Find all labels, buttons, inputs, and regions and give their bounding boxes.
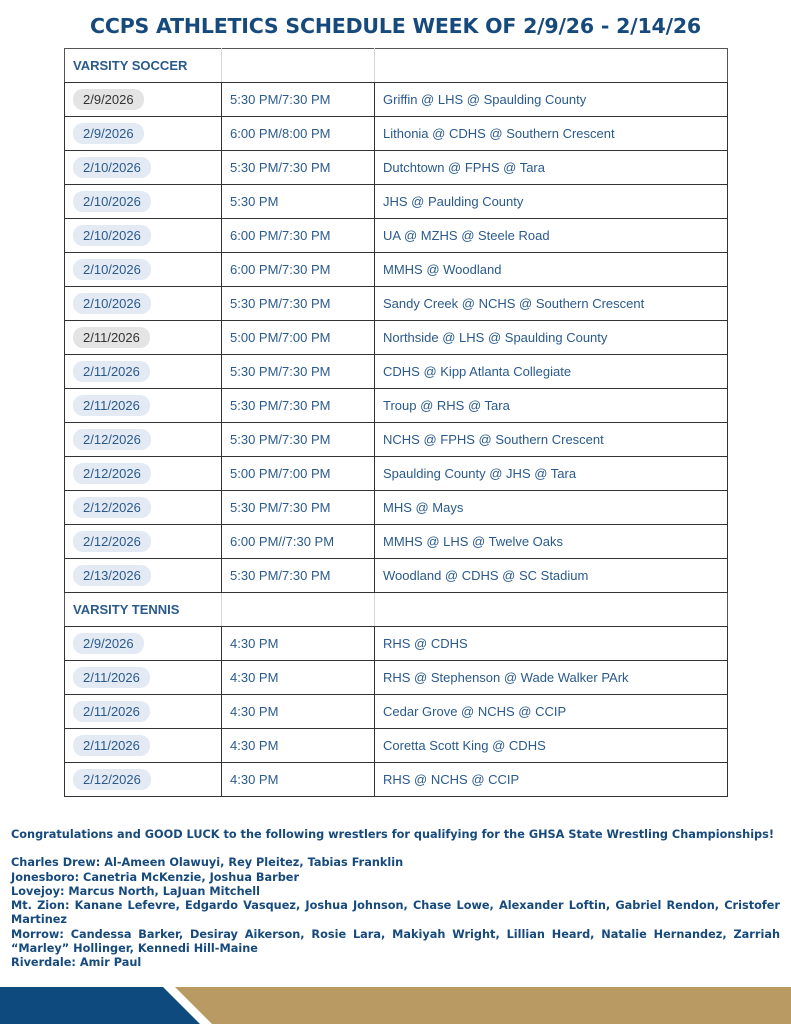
date-cell [65, 763, 222, 797]
section-title: VARSITY TENNIS [65, 593, 222, 627]
matchup-cell: NCHS @ FPHS @ Southern Crescent [375, 423, 728, 457]
matchup-cell: UA @ MZHS @ Steele Road [375, 219, 728, 253]
matchup-cell: RHS @ CDHS [375, 627, 728, 661]
time-cell: 5:30 PM/7:30 PM [222, 287, 375, 321]
table-row [65, 729, 728, 763]
date-chip[interactable]: 2/12/2026 [73, 429, 151, 450]
time-cell: 5:30 PM/7:30 PM [222, 559, 375, 593]
time-cell: 5:30 PM [222, 185, 375, 219]
matchup-cell: Cedar Grove @ NCHS @ CCIP [375, 695, 728, 729]
time-cell: 5:30 PM/7:30 PM [222, 491, 375, 525]
page-title: CCPS ATHLETICS SCHEDULE WEEK OF 2/9/26 - 2/14/26 [90, 14, 701, 38]
table-row [65, 559, 728, 593]
date-chip[interactable]: 2/10/2026 [73, 157, 151, 178]
footer-gold-band [175, 987, 791, 1024]
table-row [65, 151, 728, 185]
date-chip[interactable]: 2/11/2026 [73, 701, 150, 722]
time-cell: 4:30 PM [222, 627, 375, 661]
section-header-row [65, 49, 728, 83]
matchup-cell: JHS @ Paulding County [375, 185, 728, 219]
date-chip[interactable]: 2/13/2026 [73, 565, 151, 586]
section-title: VARSITY SOCCER [65, 49, 222, 83]
table-row [65, 287, 728, 321]
date-chip[interactable]: 2/10/2026 [73, 259, 151, 280]
table-row [65, 185, 728, 219]
table-row [65, 389, 728, 423]
schedule-table [64, 48, 728, 797]
date-chip[interactable]: 2/9/2026 [73, 633, 144, 654]
time-cell: 6:00 PM/7:30 PM [222, 219, 375, 253]
date-chip[interactable]: 2/12/2026 [73, 463, 151, 484]
table-row [65, 253, 728, 287]
empty-cell [222, 49, 375, 83]
table-row [65, 627, 728, 661]
table-row [65, 525, 728, 559]
date-chip[interactable]: 2/10/2026 [73, 225, 151, 246]
matchup-cell: Sandy Creek @ NCHS @ Southern Crescent [375, 287, 728, 321]
date-cell [65, 627, 222, 661]
date-chip[interactable]: 2/11/2026 [73, 735, 150, 756]
time-cell: 5:30 PM/7:30 PM [222, 151, 375, 185]
date-chip[interactable]: 2/11/2026 [73, 361, 150, 382]
date-cell [65, 219, 222, 253]
matchup-cell: RHS @ NCHS @ CCIP [375, 763, 728, 797]
time-cell: 6:00 PM/7:30 PM [222, 253, 375, 287]
date-cell [65, 253, 222, 287]
date-chip[interactable]: 2/9/2026 [73, 89, 144, 110]
date-chip[interactable]: 2/10/2026 [73, 293, 151, 314]
wrestler-list-item: Riverdale: Amir Paul [11, 956, 142, 970]
wrestler-list-item: Jonesboro: Canetria McKenzie, Joshua Barber [11, 870, 300, 884]
footer-navy-band [0, 987, 200, 1024]
date-chip[interactable]: 2/11/2026 [73, 395, 150, 416]
date-chip[interactable]: 2/12/2026 [73, 769, 151, 790]
wrestler-list-item: Lovejoy: Marcus North, LaJuan Mitchell [11, 884, 261, 898]
time-cell: 5:00 PM/7:00 PM [222, 457, 375, 491]
date-cell [65, 559, 222, 593]
matchup-cell: MHS @ Mays [375, 491, 728, 525]
date-chip[interactable]: 2/12/2026 [73, 497, 151, 518]
wrestler-list-item: Charles Drew: Al-Ameen Olawuyi, Rey Pleitez, Tabias Franklin [11, 856, 404, 870]
date-cell [65, 355, 222, 389]
date-cell [65, 117, 222, 151]
wrestling-intro: Congratulations and GOOD LUCK to the following wrestlers for qualifying for the GHSA State Wrestling Championships! [11, 828, 775, 841]
matchup-cell: Lithonia @ CDHS @ Southern Crescent [375, 117, 728, 151]
table-row [65, 321, 728, 355]
time-cell: 5:30 PM/7:30 PM [222, 355, 375, 389]
time-cell: 5:30 PM/7:30 PM [222, 423, 375, 457]
time-cell: 4:30 PM [222, 695, 375, 729]
time-cell: 6:00 PM//7:30 PM [222, 525, 375, 559]
date-chip[interactable]: 2/12/2026 [73, 531, 151, 552]
matchup-cell: Northside @ LHS @ Spaulding County [375, 321, 728, 355]
date-cell [65, 287, 222, 321]
table-row [65, 695, 728, 729]
table-row [65, 457, 728, 491]
matchup-cell: Troup @ RHS @ Tara [375, 389, 728, 423]
date-cell [65, 695, 222, 729]
matchup-cell: CDHS @ Kipp Atlanta Collegiate [375, 355, 728, 389]
time-cell: 4:30 PM [222, 729, 375, 763]
section-header-row [65, 593, 728, 627]
date-chip[interactable]: 2/11/2026 [73, 667, 150, 688]
matchup-cell: Spaulding County @ JHS @ Tara [375, 457, 728, 491]
date-chip[interactable]: 2/10/2026 [73, 191, 151, 212]
matchup-cell: Coretta Scott King @ CDHS [375, 729, 728, 763]
date-cell [65, 491, 222, 525]
table-row [65, 423, 728, 457]
matchup-cell: RHS @ Stephenson @ Wade Walker PArk [375, 661, 728, 695]
matchup-cell: Dutchtown @ FPHS @ Tara [375, 151, 728, 185]
time-cell: 6:00 PM/8:00 PM [222, 117, 375, 151]
time-cell: 4:30 PM [222, 763, 375, 797]
time-cell: 5:00 PM/7:00 PM [222, 321, 375, 355]
wrestler-list-item: Morrow: Candessa Barker, Desiray Aikerson, Rosie Lara, Makiyah Wright, Lillian Heard, Natalie Hernandez, Zarriah “Marley” Hollinger, Kennedi Hill-Maine [11, 927, 780, 956]
table-row [65, 491, 728, 525]
matchup-cell: Griffin @ LHS @ Spaulding County [375, 83, 728, 117]
date-cell [65, 661, 222, 695]
table-row [65, 763, 728, 797]
date-cell [65, 185, 222, 219]
wrestling-announcement [11, 828, 780, 971]
date-cell [65, 525, 222, 559]
empty-cell [375, 593, 728, 627]
matchup-cell: MMHS @ Woodland [375, 253, 728, 287]
date-chip[interactable]: 2/9/2026 [73, 123, 144, 144]
date-chip[interactable]: 2/11/2026 [73, 327, 150, 348]
wrestler-list-item: Mt. Zion: Kanane Lefevre, Edgardo Vasquez, Joshua Johnson, Chase Lowe, Alexander Loftin, Gabriel Rendon, Cristofer Martinez [11, 899, 780, 927]
empty-cell [222, 593, 375, 627]
empty-cell [375, 49, 728, 83]
footer-banner [0, 987, 791, 1024]
time-cell: 5:30 PM/7:30 PM [222, 83, 375, 117]
time-cell: 5:30 PM/7:30 PM [222, 389, 375, 423]
date-cell [65, 457, 222, 491]
date-cell [65, 389, 222, 423]
table-row [65, 661, 728, 695]
matchup-cell: MMHS @ LHS @ Twelve Oaks [375, 525, 728, 559]
table-row [65, 355, 728, 389]
table-row [65, 219, 728, 253]
date-cell [65, 423, 222, 457]
date-cell [65, 83, 222, 117]
date-cell [65, 321, 222, 355]
date-cell [65, 729, 222, 763]
table-row [65, 117, 728, 151]
date-cell [65, 151, 222, 185]
table-row [65, 83, 728, 117]
matchup-cell: Woodland @ CDHS @ SC Stadium [375, 559, 728, 593]
time-cell: 4:30 PM [222, 661, 375, 695]
